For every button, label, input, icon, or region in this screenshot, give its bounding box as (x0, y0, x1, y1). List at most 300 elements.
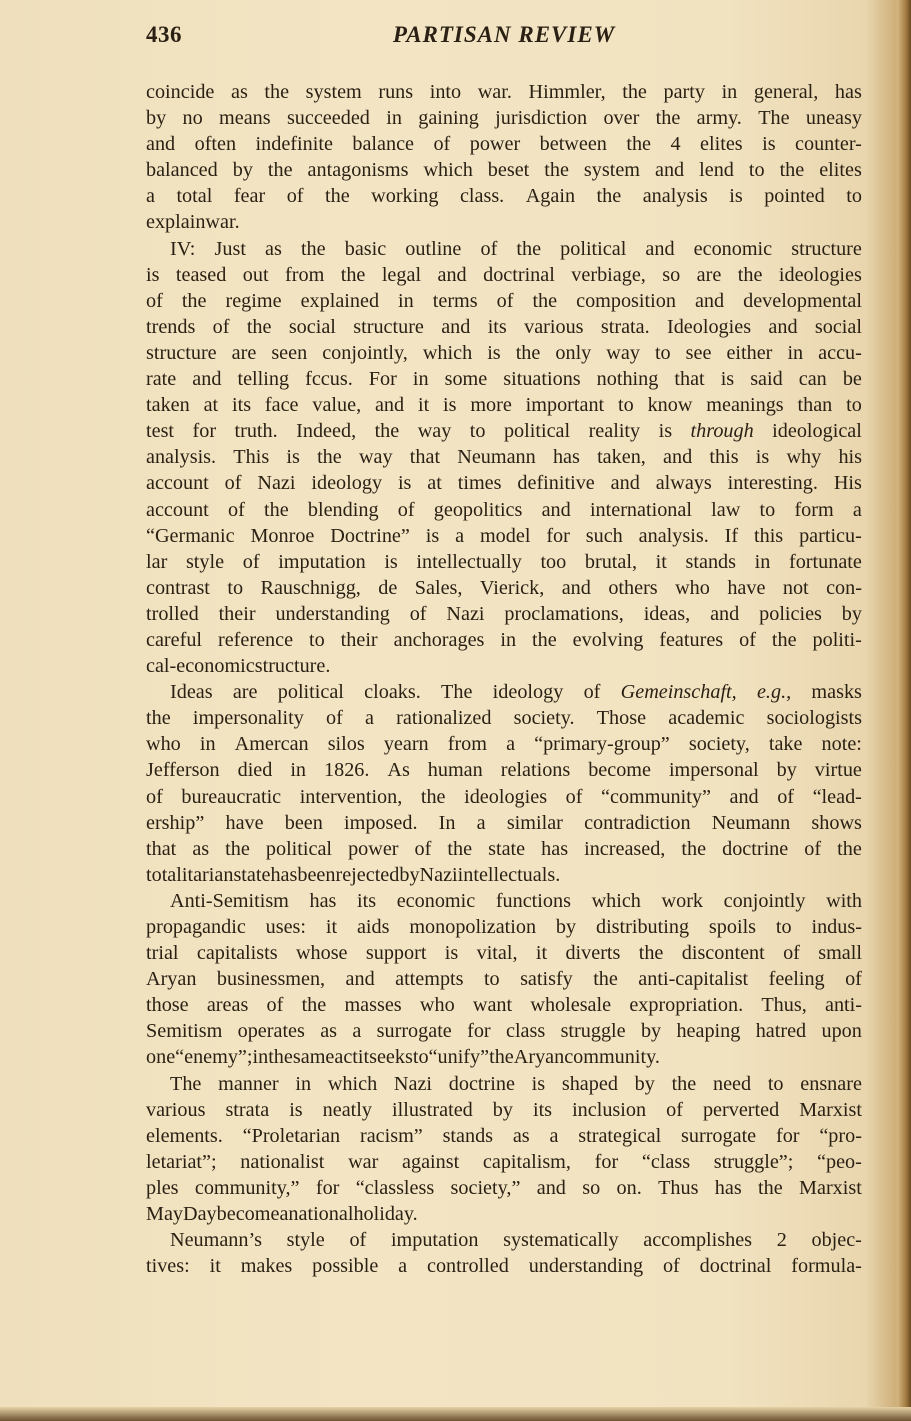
word: the (264, 498, 289, 521)
text-line (146, 236, 862, 262)
word: times (457, 472, 502, 495)
word: cal-economic (146, 655, 255, 678)
word: that (409, 446, 441, 469)
word: too (540, 550, 567, 573)
word: a (506, 733, 516, 756)
word: is (444, 942, 459, 965)
word: of (224, 472, 242, 495)
word: in (721, 81, 738, 103)
word: class (505, 1020, 546, 1043)
word: war (348, 1150, 379, 1173)
word: account (146, 472, 209, 495)
word: their (340, 628, 378, 651)
word: war. (205, 211, 240, 234)
word: Nazi (419, 863, 458, 886)
text-line (146, 757, 862, 783)
word: working (371, 185, 439, 208)
word: need (712, 1072, 752, 1095)
word: indefinite (255, 133, 333, 156)
word: neatly (322, 1098, 372, 1121)
word: Amercan (234, 733, 309, 756)
word: to (618, 394, 634, 417)
word: anti-capitalist (638, 968, 749, 991)
word: which (422, 341, 473, 364)
word: it (417, 394, 430, 417)
word: those (146, 994, 189, 1017)
word: the (516, 237, 542, 260)
word: ideology (492, 681, 564, 704)
word: strategical (578, 1124, 662, 1147)
word: rationalized (396, 707, 492, 730)
word: same (292, 1046, 335, 1069)
word: at (427, 472, 442, 495)
word: 1826. (324, 759, 370, 782)
word: the (301, 994, 327, 1017)
word: silos (327, 733, 365, 756)
word: class. (459, 185, 505, 208)
text-line (146, 810, 862, 836)
word: is (720, 368, 735, 391)
word: social (814, 315, 862, 338)
word: masses (344, 994, 402, 1017)
word: antagonisms (307, 159, 409, 182)
word: definitive (517, 472, 595, 495)
word: racism” (359, 1124, 423, 1147)
word: basic (344, 237, 387, 260)
word: as (265, 237, 282, 260)
word: a (365, 707, 374, 730)
word: state (233, 863, 271, 886)
word: society, (688, 733, 750, 756)
word: trolled (146, 602, 199, 625)
word: attempts (395, 968, 464, 991)
word: telling (237, 368, 290, 391)
word: died (237, 759, 273, 782)
text-line (146, 627, 862, 653)
word: surrogate (376, 1020, 452, 1043)
word: in (199, 733, 216, 756)
word: coincide (146, 81, 215, 103)
word: formula- (791, 1255, 862, 1278)
word: The (441, 681, 473, 704)
word: to (846, 394, 862, 417)
word: elites (819, 159, 862, 182)
word: and (374, 394, 405, 417)
word: to (748, 159, 765, 182)
word: national (288, 1203, 354, 1226)
word: of (777, 785, 795, 808)
word: relations (500, 759, 571, 782)
word: and (645, 237, 675, 260)
word: for (467, 1020, 491, 1043)
word: who (419, 994, 455, 1017)
word: uses: (265, 916, 307, 938)
word: Neumann’s (170, 1229, 262, 1252)
word: face (264, 394, 299, 417)
text-line (146, 679, 862, 705)
word: Thus (658, 1176, 699, 1199)
word: particu- (799, 524, 862, 547)
word: de (378, 576, 398, 599)
word: want (472, 994, 513, 1017)
word: verbiage, (571, 263, 646, 286)
word: intellectually (416, 550, 522, 573)
word: Vierick, (479, 576, 545, 599)
word: one (146, 1046, 176, 1069)
word: either (726, 341, 773, 364)
word: indus- (811, 916, 862, 938)
word: is (397, 472, 412, 495)
word: act (334, 1046, 358, 1069)
word: “class (641, 1150, 691, 1173)
word: its (231, 394, 252, 417)
word: pointed (764, 185, 825, 208)
text-line (146, 601, 862, 627)
word: elites (700, 133, 743, 156)
word: to (759, 498, 776, 521)
word: of (496, 289, 514, 312)
word: and (437, 263, 467, 286)
word: doctrinal (699, 1255, 772, 1278)
word: account (146, 498, 209, 521)
word: contradiction (584, 811, 691, 834)
word: hatred (755, 1020, 807, 1043)
word: in (386, 107, 402, 130)
word: for (594, 1150, 619, 1173)
word: system (305, 81, 362, 103)
word: various (146, 1098, 206, 1121)
word: IV: (170, 237, 196, 260)
word: party (663, 81, 705, 103)
word: anti- (824, 994, 862, 1017)
word: power (348, 837, 399, 860)
word: “community” (601, 785, 711, 808)
word: the (622, 81, 647, 103)
page-number: 436 (146, 22, 182, 47)
word: social (288, 315, 336, 338)
word: situations (503, 368, 581, 391)
text-line (146, 1253, 862, 1279)
word: surrogate (681, 1124, 757, 1147)
word: Indeed, (296, 420, 357, 443)
word: note: (821, 733, 862, 756)
word: has (552, 446, 580, 469)
word: blending (307, 498, 379, 521)
word: imputation (390, 1229, 479, 1252)
text-line (146, 1201, 862, 1227)
word: in (295, 1072, 312, 1095)
word: of (326, 707, 343, 730)
word: makes (240, 1255, 293, 1278)
word: of (146, 289, 163, 312)
text-line (146, 731, 862, 757)
word: who (146, 733, 181, 756)
word: a (852, 498, 862, 521)
word: systematically (503, 1229, 619, 1252)
word: style (185, 550, 225, 573)
word: manner (218, 1072, 279, 1095)
word: and (694, 289, 725, 312)
word: of (739, 628, 756, 651)
word: ensnare (800, 1072, 862, 1095)
word: and (710, 602, 740, 625)
word: explain (146, 211, 206, 234)
text-line (146, 966, 862, 992)
word: from (285, 263, 325, 286)
word: the (181, 289, 207, 312)
word: reality (588, 420, 641, 443)
word: As (387, 759, 410, 782)
word: and (768, 315, 798, 338)
word: the (268, 1046, 293, 1069)
word: is (425, 524, 440, 547)
word: by (492, 1098, 513, 1121)
word: the (671, 1072, 697, 1095)
word: such (585, 524, 623, 547)
text-line (146, 888, 862, 914)
word: of (242, 550, 260, 573)
word: beset (487, 159, 530, 182)
word: ership” (146, 811, 205, 834)
word: his (838, 446, 862, 469)
word: the (626, 133, 652, 156)
word: shaped (561, 1072, 618, 1095)
word: ideology (311, 472, 383, 495)
word: seeks (369, 1046, 413, 1069)
word: the (340, 263, 366, 286)
word: legal (381, 263, 422, 286)
word: Those (596, 707, 647, 730)
word: the (737, 263, 763, 286)
word: “Germanic (146, 524, 235, 547)
text-line (146, 444, 862, 470)
word: Rauschnigg, (260, 576, 361, 599)
word: trends (146, 315, 196, 338)
word: structure (146, 341, 217, 364)
word: stands (685, 550, 736, 573)
word: accomplishes (643, 1229, 753, 1252)
word: in (754, 550, 771, 573)
word: letariat”; (146, 1150, 217, 1173)
body-text (146, 79, 862, 1279)
word: know (647, 394, 693, 417)
word: the (325, 185, 350, 208)
word: ideas, (643, 602, 691, 625)
text-line (146, 314, 862, 340)
word: the (447, 837, 473, 860)
word: the (655, 107, 681, 130)
word: careful (146, 628, 203, 651)
word: lend (699, 159, 734, 182)
word: of (409, 602, 427, 625)
word: is (531, 1072, 546, 1095)
word: a (146, 185, 155, 208)
word: economic (693, 237, 773, 260)
word: and (345, 968, 375, 991)
word: to (227, 576, 244, 599)
word: is (487, 341, 501, 364)
word: “peo- (817, 1150, 862, 1173)
text-line (146, 418, 862, 444)
text-line (146, 549, 862, 575)
word: the (779, 159, 805, 182)
text-line (146, 79, 862, 105)
word: for (546, 524, 570, 547)
word: the (225, 837, 250, 860)
word: is (146, 263, 160, 286)
word: and (729, 785, 759, 808)
word: as (230, 81, 248, 103)
word: teased (175, 263, 227, 286)
word: wholesale (530, 994, 612, 1017)
word: be (842, 368, 862, 391)
word: the (515, 341, 541, 364)
word: brutal, (584, 550, 638, 573)
word: totalitarian (146, 863, 234, 886)
word: “unify” (428, 1046, 490, 1069)
word: by (399, 863, 420, 886)
word: evolving (572, 628, 644, 651)
word: as (192, 837, 210, 860)
word: meanings (706, 394, 784, 417)
word: perverted (702, 1098, 780, 1121)
word: the (146, 707, 171, 730)
word: terms (432, 289, 478, 312)
word: Nazi (257, 472, 296, 495)
text-line (146, 1227, 862, 1253)
word: of (266, 994, 284, 1017)
word: “enemy”; (175, 1046, 253, 1069)
word: by (146, 107, 167, 130)
running-title: PARTISAN REVIEW (392, 22, 616, 47)
word: more (470, 394, 512, 417)
word: truth. (234, 420, 278, 443)
word: doctrine (448, 1072, 515, 1095)
word: has (834, 81, 862, 103)
word: con- (826, 576, 862, 599)
word: Himmler, (528, 81, 606, 103)
word: Aryan (146, 968, 197, 991)
word: feeling (768, 968, 825, 991)
word: in (398, 289, 414, 312)
word: war. (477, 81, 512, 103)
word: imposed. (344, 811, 418, 834)
word: explained (300, 289, 380, 312)
word: by (634, 1072, 655, 1095)
word: strata. (600, 315, 650, 338)
word: of (227, 498, 245, 521)
word: a (455, 524, 465, 547)
word: Day (183, 1203, 217, 1226)
word: struggle (560, 1020, 626, 1043)
word: policies (759, 602, 822, 625)
word: regime (225, 289, 282, 312)
text-line (146, 131, 862, 157)
word: Aryan (513, 1046, 565, 1069)
word: analysis (642, 185, 708, 208)
word: the (837, 837, 862, 860)
text-line (146, 862, 862, 888)
word: conjointly (723, 889, 806, 912)
word: which (327, 1072, 378, 1095)
word: is (658, 420, 673, 443)
text-line (146, 1149, 862, 1175)
word: the (300, 237, 326, 260)
word: been (284, 811, 323, 834)
word: intervention, (299, 785, 403, 808)
word: economic (396, 889, 476, 912)
word: that (146, 837, 177, 860)
word: it (357, 1046, 370, 1069)
word: small (818, 942, 862, 965)
word: in (290, 759, 307, 782)
word: The (170, 1072, 202, 1095)
word: the (489, 1046, 514, 1069)
word: not (782, 576, 809, 599)
word: the (246, 315, 272, 338)
word: which (423, 159, 473, 182)
word: is (755, 446, 770, 469)
word: heaping (676, 1020, 741, 1043)
word: and (610, 472, 640, 495)
word: doctrinal (483, 263, 555, 286)
word: of (414, 837, 432, 860)
word: May (146, 1203, 184, 1226)
word: of (583, 681, 601, 704)
text-line (146, 209, 862, 235)
word: general, (753, 81, 819, 103)
word: and (146, 133, 176, 156)
word: 4 (670, 133, 681, 156)
word: of (804, 837, 822, 860)
word: balance (352, 133, 414, 156)
word: ideologies (464, 785, 548, 808)
word: the (317, 446, 342, 469)
word: have (225, 811, 264, 834)
word: said (750, 368, 783, 391)
word: form (794, 498, 834, 521)
word: spoils (708, 916, 757, 938)
word: is (729, 185, 743, 208)
word: by (555, 916, 577, 938)
text-line (146, 1071, 862, 1097)
word: by (232, 159, 253, 182)
word: a (476, 811, 486, 834)
word: and (561, 576, 591, 599)
word: state (488, 837, 526, 860)
word: features (659, 628, 724, 651)
word: total (176, 185, 213, 208)
word: impersonal (668, 759, 759, 782)
text-line (146, 1123, 862, 1149)
word: so (662, 263, 681, 286)
word: taken (146, 394, 190, 417)
word: intellectuals. (457, 863, 561, 886)
word: and (654, 159, 685, 182)
text-line (146, 262, 862, 288)
word: satisfy (520, 968, 573, 991)
word: for (775, 1124, 800, 1147)
word: is (443, 394, 457, 417)
word: can (798, 368, 827, 391)
text-line (146, 653, 862, 679)
word: in (412, 368, 429, 391)
word: politi- (812, 628, 862, 651)
word: others (608, 576, 658, 599)
word: their (218, 602, 256, 625)
text-line (146, 1018, 862, 1044)
word: into (429, 81, 462, 103)
